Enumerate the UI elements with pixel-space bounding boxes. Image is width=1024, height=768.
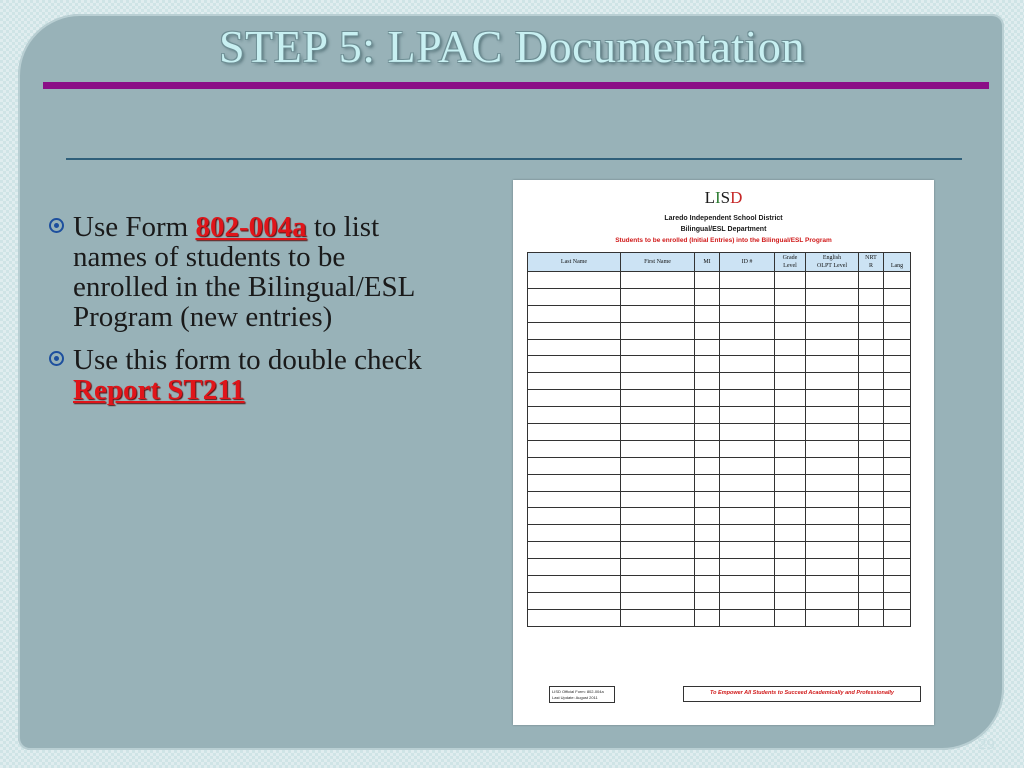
bullet-icon [49,218,64,233]
table-cell [884,576,911,593]
nrt-lang-label: Lang [890,263,904,269]
form-id-line: LISD Official Form: 802-004a [552,689,604,694]
table-cell [695,559,720,576]
table-cell [528,457,621,474]
report-link[interactable]: Report ST211 [73,374,245,406]
bullet-text-before: Use this form to double check [73,344,422,376]
table-row [528,356,911,373]
table-cell [859,356,884,373]
table-cell [884,559,911,576]
table-cell [859,272,884,289]
table-cell [528,373,621,390]
table-cell [884,356,911,373]
table-cell [720,559,775,576]
table-cell [884,339,911,356]
table-cell [528,356,621,373]
logo-s: S [720,188,731,207]
table-cell [695,356,720,373]
table-cell [859,576,884,593]
form-motto: To Empower All Students to Succeed Academically and Professionally [683,686,921,702]
form-footer-left [549,686,615,703]
table-cell [859,288,884,305]
table-cell [884,288,911,305]
table-cell [775,356,806,373]
table-cell [621,424,695,441]
table-cell [806,322,859,339]
table-cell [695,373,720,390]
table-cell [695,272,720,289]
table-cell [695,424,720,441]
table-cell [775,559,806,576]
form-table-body [528,272,911,627]
table-row [528,373,911,390]
table-cell [720,305,775,322]
table-cell [859,305,884,322]
table-row [528,440,911,457]
table-cell [775,373,806,390]
table-row [528,305,911,322]
table-cell [528,407,621,424]
table-cell [621,407,695,424]
table-cell [859,339,884,356]
title-underline-bar [43,82,989,89]
table-row [528,407,911,424]
table-row [528,339,911,356]
table-cell [775,288,806,305]
table-cell [884,609,911,626]
table-cell [695,440,720,457]
table-cell [695,390,720,407]
col-nrt-r [859,253,884,272]
table-cell [806,525,859,542]
table-cell [859,592,884,609]
table-cell [775,542,806,559]
col-grade-level [775,253,806,272]
table-cell [775,322,806,339]
bullet-icon [49,351,64,366]
slide-title: STEP 5: LPAC Documentation [219,21,805,72]
english-label: English [822,255,842,261]
table-cell [775,305,806,322]
nrt-label: NRT [865,255,877,261]
table-cell [806,592,859,609]
table-cell [806,508,859,525]
table-cell [884,491,911,508]
table-cell [775,491,806,508]
table-cell [806,305,859,322]
table-row [528,525,911,542]
table-row [528,559,911,576]
table-cell [695,288,720,305]
table-row [528,576,911,593]
table-cell [528,609,621,626]
table-row [528,609,911,626]
table-cell [720,440,775,457]
table-row [528,424,911,441]
col-first-name: First Name [621,253,695,272]
table-cell [775,592,806,609]
table-cell [806,424,859,441]
table-row [528,542,911,559]
table-cell [859,424,884,441]
table-row [528,288,911,305]
table-cell [806,576,859,593]
table-cell [859,508,884,525]
table-row [528,322,911,339]
table-cell [621,542,695,559]
table-cell [528,272,621,289]
nrt-r-label: R [868,263,873,269]
table-cell [775,407,806,424]
table-cell [859,559,884,576]
table-cell [720,609,775,626]
table-cell [775,272,806,289]
table-cell [775,609,806,626]
table-cell [621,373,695,390]
form-table [527,252,911,627]
bullet-list [48,212,438,418]
table-cell [528,474,621,491]
col-last-name: Last Name [528,253,621,272]
table-cell [806,407,859,424]
table-cell [621,339,695,356]
table-cell [884,407,911,424]
table-cell [720,592,775,609]
table-cell [621,305,695,322]
table-cell [621,559,695,576]
table-cell [884,525,911,542]
table-cell [695,339,720,356]
olpt-label: OLPT Level [816,263,848,269]
table-cell [884,542,911,559]
table-row [528,592,911,609]
table-cell [720,457,775,474]
table-cell [884,457,911,474]
table-cell [775,525,806,542]
table-cell [695,407,720,424]
form-update-line: Last Update: August 2011 [552,695,598,700]
table-cell [695,508,720,525]
table-cell [621,440,695,457]
bullet-item [48,345,438,405]
table-cell [884,440,911,457]
table-cell [528,322,621,339]
table-cell [775,440,806,457]
table-cell [695,457,720,474]
table-cell [528,592,621,609]
table-cell [884,424,911,441]
table-cell [695,542,720,559]
table-cell [775,339,806,356]
table-cell [695,491,720,508]
table-cell [806,457,859,474]
logo-d: D [730,188,743,207]
table-cell [806,542,859,559]
table-cell [621,508,695,525]
table-cell [720,373,775,390]
table-cell [621,474,695,491]
table-cell [775,457,806,474]
table-cell [695,322,720,339]
table-cell [775,474,806,491]
table-cell [621,491,695,508]
col-nrt-lang [884,253,911,272]
table-cell [775,390,806,407]
table-row [528,457,911,474]
table-cell [720,491,775,508]
table-row [528,491,911,508]
table-cell [884,390,911,407]
table-cell [528,542,621,559]
table-cell [621,272,695,289]
table-cell [720,474,775,491]
table-cell [720,390,775,407]
table-cell [695,305,720,322]
page-number: 29 [978,736,995,753]
table-cell [695,609,720,626]
table-cell [528,525,621,542]
table-cell [621,457,695,474]
table-cell [695,474,720,491]
table-cell [884,373,911,390]
form-subtitle: Students to be enrolled (Initial Entries) into the Bilingual/ESL Program [615,237,832,244]
bullet-text-after: to list names of students to be enrolled in the Bilingual/ESL Program (new entries) [73,211,415,333]
table-cell [720,508,775,525]
table-cell [859,322,884,339]
table-cell [621,356,695,373]
table-cell [806,474,859,491]
table-cell [528,390,621,407]
table-cell [806,491,859,508]
table-row [528,390,911,407]
table-cell [859,525,884,542]
table-cell [528,559,621,576]
table-cell [806,288,859,305]
table-cell [884,508,911,525]
table-cell [720,525,775,542]
table-cell [720,356,775,373]
col-id: ID # [720,253,775,272]
table-cell [720,542,775,559]
table-cell [806,272,859,289]
table-cell [806,440,859,457]
col-mi: MI [695,253,720,272]
col-english-olpt [806,253,859,272]
table-cell [528,508,621,525]
separator-line [66,158,962,160]
table-cell [621,576,695,593]
table-cell [528,424,621,441]
table-cell [859,373,884,390]
form-image [513,180,934,725]
table-cell [884,592,911,609]
table-cell [621,592,695,609]
table-cell [695,525,720,542]
table-cell [884,272,911,289]
table-cell [720,576,775,593]
table-cell [621,609,695,626]
form-district: Laredo Independent School District [664,215,783,222]
table-cell [775,576,806,593]
table-cell [720,407,775,424]
table-cell [720,424,775,441]
form-department: Bilingual/ESL Department [680,226,767,233]
table-cell [859,474,884,491]
table-cell [884,305,911,322]
table-cell [621,288,695,305]
table-cell [775,424,806,441]
table-cell [621,525,695,542]
grade-label: Grade [782,255,798,261]
table-cell [720,272,775,289]
table-cell [859,609,884,626]
table-cell [621,322,695,339]
table-cell [695,576,720,593]
logo-l: L [704,188,715,207]
table-cell [859,440,884,457]
table-cell [806,390,859,407]
table-cell [806,373,859,390]
table-cell [528,440,621,457]
table-cell [884,322,911,339]
table-cell [695,592,720,609]
table-cell [806,609,859,626]
table-cell [720,322,775,339]
table-cell [859,390,884,407]
form-table-header [528,253,911,272]
table-cell [884,474,911,491]
table-cell [859,491,884,508]
table-row [528,272,911,289]
grade-level-label: Level [783,263,797,269]
lisd-logo [513,188,934,208]
table-row [528,474,911,491]
table-cell [806,559,859,576]
logo-i: I [714,188,721,207]
table-cell [720,339,775,356]
bullet-item [48,212,438,332]
table-cell [621,390,695,407]
table-cell [806,356,859,373]
table-cell [859,407,884,424]
table-cell [859,457,884,474]
table-cell [720,288,775,305]
table-cell [528,305,621,322]
table-row [528,508,911,525]
table-cell [859,542,884,559]
table-cell [806,339,859,356]
table-cell [528,339,621,356]
table-cell [528,491,621,508]
table-cell [528,576,621,593]
form-link[interactable]: 802-004a [195,211,307,243]
bullet-text-before: Use Form [73,211,196,243]
table-cell [775,508,806,525]
table-cell [528,288,621,305]
